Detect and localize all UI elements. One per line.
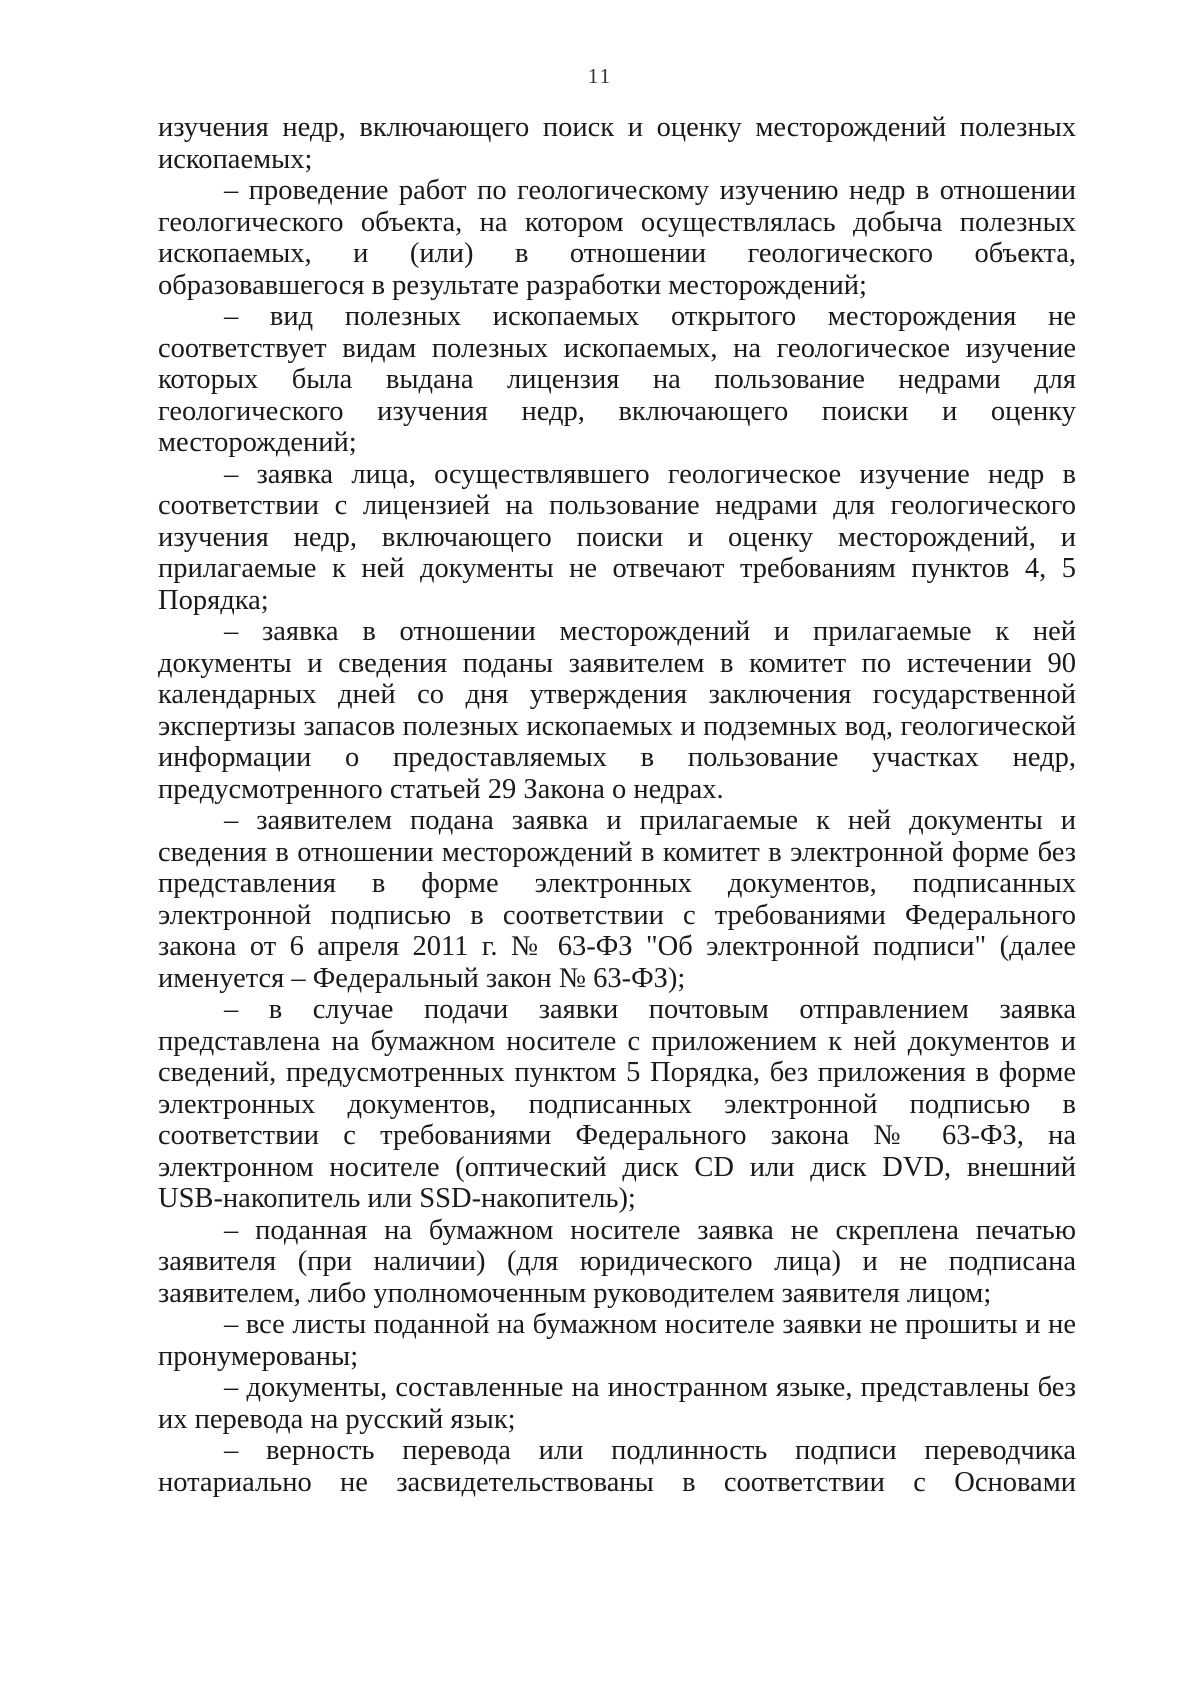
paragraph-electronic-submission: – заявителем подана заявка и прилагаемые к ней документы и сведения в отношении месторождений в комитет в электронной форме без представления в форме электронных документов, подписанных электронной подписью в соответствии с требованиями Федерального закона от 6 апреля 2011 г. № 63-ФЗ "Об электронной подписи" (далее именуется – Федеральный закон № 63-ФЗ); xyxy=(158,805,1076,994)
paragraph-continuation: изучения недр, включающего поиск и оценку месторождений полезных ископаемых; xyxy=(158,112,1076,175)
paragraph-translation-notarization: – верность перевода или подлинность подписи переводчика нотариально не засвидетельствованы в соответствии с Основами xyxy=(158,1435,1076,1498)
paragraph-postal-submission: – в случае подачи заявки почтовым отправлением заявка представлена на бумажном носителе с приложением к ней документов и сведений, предусмотренных пунктом 5 Порядка, без приложения в форме электронных документов, подписанных электронной подписью в соответствии с требованиями Федерального закона № 63-ФЗ, на электронном носителе (оптический диск CD или диск DVD, внешний USB-накопитель или SSD-накопитель); xyxy=(158,994,1076,1214)
paragraph-seal-signature: – поданная на бумажном носителе заявка не скреплена печатью заявителя (при наличии) (для юридического лица) и не подписана заявителем, либо уполномоченным руководителем заявителя лицом; xyxy=(158,1214,1076,1309)
paragraph-sheets-bound: – все листы поданной на бумажном носителе заявки не прошиты и не пронумерованы; xyxy=(158,1309,1076,1372)
body-text xyxy=(158,112,1076,1498)
page-number: 11 xyxy=(587,64,613,88)
paragraph-geological-study-works: – проведение работ по геологическому изучению недр в отношении геологического объекта, на котором осуществлялась добыча полезных ископаемых, и (или) в отношении геологического объекта, образовавшегося в результате разработки месторождений; xyxy=(158,175,1076,301)
paragraph-application-requirements: – заявка лица, осуществлявшего геологическое изучение недр в соответствии с лицензией на пользование недрами для геологического изучения недр, включающего поиски и оценку месторождений, и прилагаемые к ней документы не отвечают требованиям пунктов 4, 5 Порядка; xyxy=(158,458,1076,616)
paragraph-mineral-type-mismatch: – вид полезных ископаемых открытого месторождения не соответствует видам полезных ископаемых, на геологическое изучение которых была выдана лицензия на пользование недрами для геологического изучения недр, включающего поиски и оценку месторождений; xyxy=(158,301,1076,458)
paragraph-foreign-language: – документы, составленные на иностранном языке, представлены без их перевода на русский язык; xyxy=(158,1372,1076,1435)
paragraph-deadline-expired: – заявка в отношении месторождений и прилагаемые к ней документы и сведения поданы заявителем в комитет по истечении 90 календарных дней со дня утверждения заключения государственной экспертизы запасов полезных ископаемых и подземных вод, геологической информации о предоставляемых в пользование участках недр, предусмотренного статьей 29 Закона о недрах. xyxy=(158,616,1076,805)
